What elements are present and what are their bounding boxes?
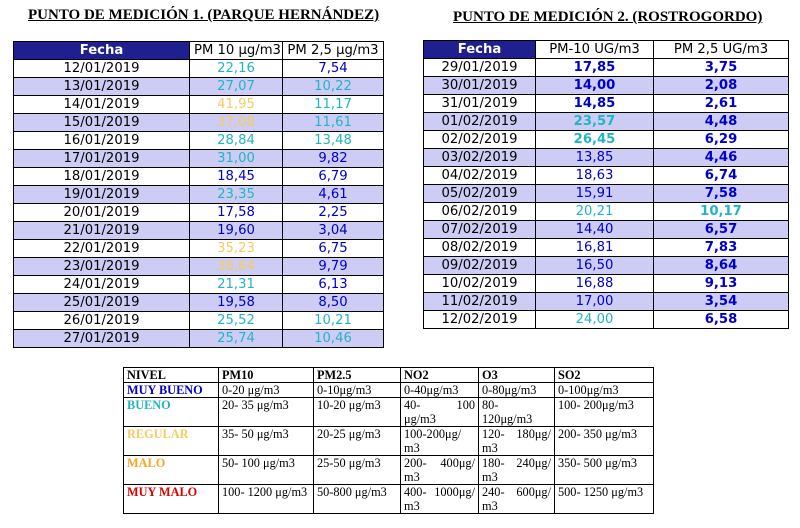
pm25-cell: 11,17 [283,96,384,114]
levels-header-no2: NO2 [401,368,479,383]
pm10-cell: 38,64 [190,258,283,276]
pm10-cell: 41,95 [190,96,283,114]
pm25-cell: 6,75 [283,240,384,258]
date-cell: 19/01/2019 [14,186,190,204]
date-cell: 11/02/2019 [424,293,536,311]
table-row [14,204,384,222]
date-cell: 01/02/2019 [424,113,536,131]
level-no2: 400- 1000μg/ m3 [401,485,479,514]
station1-table [13,41,384,348]
pm10-cell: 18,63 [536,167,654,185]
pm10-cell: 14,85 [536,95,654,113]
pm10-cell: 23,35 [190,186,283,204]
level-so2: 0-100μg/m3 [555,383,654,398]
pm10-cell: 23,57 [536,113,654,131]
pm10-cell: 26,45 [536,131,654,149]
date-cell: 30/01/2019 [424,77,536,95]
levels-header-pm10: PM10 [219,368,314,383]
level-no2: 100-200μg/ m3 [401,427,479,456]
header-pm25: PM 2,5 μg/m3 [283,42,384,60]
pm10-cell: 25,74 [190,330,283,348]
pm25-cell: 8,64 [654,257,789,275]
pm10-cell: 15,91 [536,185,654,203]
pm10-cell: 13,85 [536,149,654,167]
pm10-cell: 14,00 [536,77,654,95]
pm25-cell: 4,48 [654,113,789,131]
table-row [424,59,789,77]
header-pm10: PM-10 UG/m3 [536,41,654,59]
level-row [124,398,654,427]
table-row [14,258,384,276]
pm10-cell: 21,31 [190,276,283,294]
table-row [14,168,384,186]
pm10-cell: 31,00 [190,150,283,168]
pm25-cell: 10,46 [283,330,384,348]
table-row [424,257,789,275]
pm10-cell: 17,00 [536,293,654,311]
table-row [424,113,789,131]
header-fecha: Fecha [424,41,536,59]
date-cell: 27/01/2019 [14,330,190,348]
level-so2: 200- 350 μg/m3 [555,427,654,456]
header-pm25: PM 2,5 UG/m3 [654,41,789,59]
date-cell: 20/01/2019 [14,204,190,222]
levels-header-pm25: PM2.5 [314,368,401,383]
station1-title: PUNTO DE MEDICIÓN 1. (PARQUE HERNÁNDEZ) [28,7,380,23]
pm10-cell: 16,88 [536,275,654,293]
date-cell: 03/02/2019 [424,149,536,167]
table-row [14,222,384,240]
pm10-cell: 35,23 [190,240,283,258]
station2-table [423,40,789,329]
pm25-cell: 6,57 [654,221,789,239]
levels-header-nivel: NIVEL [124,368,219,383]
table-row [424,239,789,257]
date-cell: 12/02/2019 [424,311,536,329]
pm25-cell: 8,50 [283,294,384,312]
level-pm10: 35- 50 μg/m3 [219,427,314,456]
pm25-cell: 11,61 [283,114,384,132]
date-cell: 12/01/2019 [14,60,190,78]
level-no2: 0-40μg/m3 [401,383,479,398]
level-name: MUY MALO [124,485,219,514]
table-row [424,167,789,185]
date-cell: 10/02/2019 [424,275,536,293]
table-row [424,293,789,311]
date-cell: 22/01/2019 [14,240,190,258]
pm25-cell: 6,58 [654,311,789,329]
table-row [424,131,789,149]
level-row [124,456,654,485]
level-pm25: 10-20 μg/m3 [314,398,401,427]
pm25-cell: 6,79 [283,168,384,186]
level-no2: 200- 400μg/ m3 [401,456,479,485]
table-row [14,60,384,78]
table-row [14,96,384,114]
date-cell: 07/02/2019 [424,221,536,239]
date-cell: 24/01/2019 [14,276,190,294]
table-row [14,312,384,330]
pm10-cell: 19,58 [190,294,283,312]
table-row [424,275,789,293]
date-cell: 25/01/2019 [14,294,190,312]
level-row [124,427,654,456]
pm25-cell: 9,79 [283,258,384,276]
level-pm25: 50-800 μg/m3 [314,485,401,514]
pm10-cell: 20,21 [536,203,654,221]
date-cell: 14/01/2019 [14,96,190,114]
date-cell: 29/01/2019 [424,59,536,77]
date-cell: 21/01/2019 [14,222,190,240]
levels-table [123,367,654,514]
pm10-cell: 37,08 [190,114,283,132]
pm25-cell: 3,54 [654,293,789,311]
table-row [14,78,384,96]
pm25-cell: 10,22 [283,78,384,96]
date-cell: 17/01/2019 [14,150,190,168]
pm10-cell: 27,07 [190,78,283,96]
pm25-cell: 3,04 [283,222,384,240]
level-o3: 180- 240μg/ m3 [479,456,555,485]
level-pm25: 25-50 μg/m3 [314,456,401,485]
level-row [124,485,654,514]
pm25-cell: 2,61 [654,95,789,113]
pm25-cell: 6,74 [654,167,789,185]
date-cell: 23/01/2019 [14,258,190,276]
pm25-cell: 10,17 [654,203,789,221]
levels-header-so2: SO2 [555,368,654,383]
level-name: REGULAR [124,427,219,456]
pm25-cell: 9,82 [283,150,384,168]
date-cell: 05/02/2019 [424,185,536,203]
pm25-cell: 7,54 [283,60,384,78]
date-cell: 06/02/2019 [424,203,536,221]
level-o3: 120- 180μg/ m3 [479,427,555,456]
pm10-cell: 14,40 [536,221,654,239]
table-row [14,132,384,150]
pm10-cell: 16,81 [536,239,654,257]
date-cell: 31/01/2019 [424,95,536,113]
pm25-cell: 6,29 [654,131,789,149]
header-fecha: Fecha [14,42,190,60]
date-cell: 15/01/2019 [14,114,190,132]
level-o3: 0-80μg/m3 [479,383,555,398]
pm10-cell: 18,45 [190,168,283,186]
date-cell: 08/02/2019 [424,239,536,257]
level-o3: 80- 120μg/m3 [479,398,555,427]
table-row [424,185,789,203]
date-cell: 02/02/2019 [424,131,536,149]
pm25-cell: 2,08 [654,77,789,95]
level-name: MUY BUENO [124,383,219,398]
date-cell: 26/01/2019 [14,312,190,330]
levels-header-o3: O3 [479,368,555,383]
pm25-cell: 4,61 [283,186,384,204]
pm25-cell: 2,25 [283,204,384,222]
table-row [424,311,789,329]
pm25-cell: 6,13 [283,276,384,294]
level-o3: 240- 600μg/ m3 [479,485,555,514]
level-no2: 40- 100 μg/m3 [401,398,479,427]
pm25-cell: 13,48 [283,132,384,150]
level-name: MALO [124,456,219,485]
table-row [424,203,789,221]
header-pm10: PM 10 μg/m3 [190,42,283,60]
level-so2: 350- 500 μg/m3 [555,456,654,485]
table-row [14,114,384,132]
date-cell: 18/01/2019 [14,168,190,186]
pm10-cell: 25,52 [190,312,283,330]
level-pm10: 20- 35 μg/m3 [219,398,314,427]
pm10-cell: 24,00 [536,311,654,329]
level-pm25: 20-25 μg/m3 [314,427,401,456]
pm25-cell: 7,83 [654,239,789,257]
date-cell: 04/02/2019 [424,167,536,185]
table-row [424,149,789,167]
level-so2: 500- 1250 μg/m3 [555,485,654,514]
station2-title: PUNTO DE MEDICIÓN 2. (ROSTROGORDO) [453,9,763,25]
level-pm10: 50- 100 μg/m3 [219,456,314,485]
date-cell: 16/01/2019 [14,132,190,150]
pm10-cell: 22,16 [190,60,283,78]
table-row [424,95,789,113]
pm25-cell: 3,75 [654,59,789,77]
table-row [424,221,789,239]
pm25-cell: 10,21 [283,312,384,330]
pm25-cell: 4,46 [654,149,789,167]
level-so2: 100- 200μg/m3 [555,398,654,427]
level-pm10: 0-20 μg/m3 [219,383,314,398]
pm25-cell: 7,58 [654,185,789,203]
level-row [124,383,654,398]
level-pm10: 100- 1200 μg/m3 [219,485,314,514]
pm10-cell: 19,60 [190,222,283,240]
level-pm25: 0-10μg/m3 [314,383,401,398]
table-row [14,330,384,348]
date-cell: 13/01/2019 [14,78,190,96]
pm25-cell: 9,13 [654,275,789,293]
table-row [14,186,384,204]
table-row [424,77,789,95]
level-name: BUENO [124,398,219,427]
table-row [14,150,384,168]
table-row [14,276,384,294]
table-row [14,240,384,258]
table-row [14,294,384,312]
pm10-cell: 16,50 [536,257,654,275]
pm10-cell: 17,58 [190,204,283,222]
pm10-cell: 28,84 [190,132,283,150]
date-cell: 09/02/2019 [424,257,536,275]
pm10-cell: 17,85 [536,59,654,77]
